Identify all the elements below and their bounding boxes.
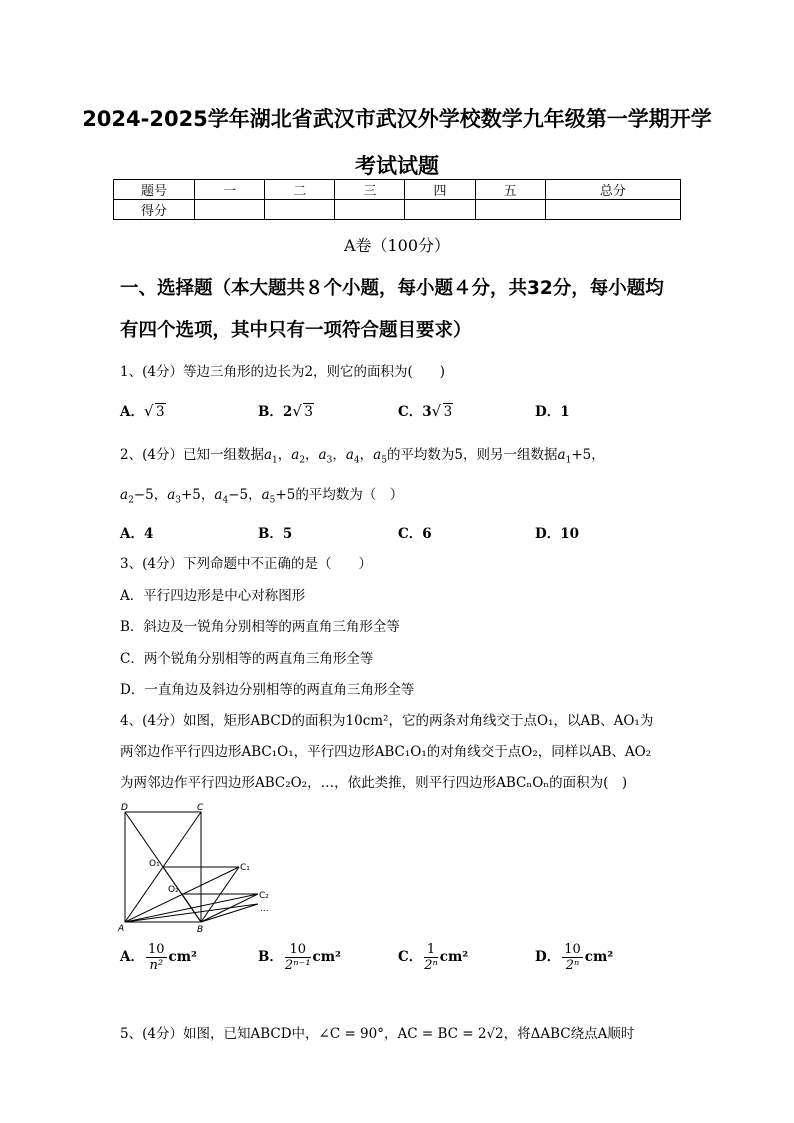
q4-option-b-unit: cm² bbox=[312, 949, 341, 965]
segment-ac3 bbox=[125, 904, 258, 922]
q4-geometry-figure bbox=[115, 800, 275, 935]
label-o2: O₂ bbox=[168, 885, 179, 895]
score-table-cell: 总分 bbox=[545, 180, 680, 200]
score-table-cell: 二 bbox=[265, 180, 335, 200]
q3-option-b: B．斜边及一锐角分别相等的两直角三角形全等 bbox=[120, 619, 400, 635]
label-d: D bbox=[121, 803, 128, 813]
score-table-cell: 三 bbox=[335, 180, 405, 200]
fraction-numerator: 10 bbox=[285, 942, 311, 958]
label-c: C bbox=[197, 803, 204, 813]
section-a-title: A卷（100分） bbox=[343, 236, 451, 255]
q2-stem-pre: 2、(4分）已知一组数据 bbox=[120, 447, 264, 463]
q1-option-b bbox=[258, 400, 314, 420]
q4-option-a-fraction bbox=[146, 942, 167, 973]
score-input-cell bbox=[265, 200, 335, 220]
q4-option-c bbox=[398, 942, 468, 973]
q3-option-c: C．两个锐角分别相等的两直角三角形全等 bbox=[120, 651, 374, 667]
score-table-cell: 一 bbox=[195, 180, 265, 200]
q1-option-c bbox=[398, 400, 453, 420]
q3-option-a: A．平行四边形是中心对称图形 bbox=[120, 588, 306, 604]
exam-title-line2: 考试试题 bbox=[355, 154, 439, 178]
part1-heading-line1: 一、选择题（本大题共８个小题，每小题４分，共32分，每小题均 bbox=[120, 278, 664, 299]
q4-option-a bbox=[120, 942, 197, 973]
q1-option-b-label: B．2 bbox=[258, 404, 293, 420]
q4-stem-line1: 4、(4分）如图，矩形ABCD的面积为10cm²，它的两条对角线交于点O₁，以AB、AO₁为 bbox=[120, 713, 654, 729]
label-a: A bbox=[118, 924, 125, 934]
segment-bc3 bbox=[201, 904, 258, 922]
q1-option-c-value: 3 bbox=[443, 404, 453, 420]
score-input-cell bbox=[475, 200, 545, 220]
fraction-numerator: 10 bbox=[147, 942, 165, 957]
score-table bbox=[113, 179, 681, 220]
exam-title-line1: 2024-2025学年湖北省武汉市武汉外学校数学九年级第一学期开学 bbox=[82, 107, 712, 131]
q1-option-b-value: 3 bbox=[304, 404, 313, 420]
q1-option-d: D．1 bbox=[535, 404, 570, 420]
q4-stem-line2: 两邻边作平行四边形ABC₁O₁，平行四边形ABC₁O₁的对角线交于点O₂，同样以AB、AO₂ bbox=[120, 744, 652, 760]
q1-option-a-value: 3 bbox=[155, 404, 165, 420]
q2-option-b: B．5 bbox=[258, 526, 293, 542]
fraction-numerator: 10 bbox=[564, 942, 581, 957]
q1-option-a bbox=[120, 400, 166, 420]
q4-option-d bbox=[535, 942, 613, 973]
q2-option-c: C．6 bbox=[398, 526, 432, 542]
q4-option-d-fraction bbox=[562, 942, 583, 973]
q1-option-b-sqrt bbox=[292, 404, 314, 420]
score-table-cell: 得分 bbox=[114, 200, 195, 220]
score-table-cell: 四 bbox=[405, 180, 475, 200]
score-table-score-row bbox=[114, 200, 681, 220]
q1-stem: 1、(4分）等边三角形的边长为2，则它的面积为( ) bbox=[120, 364, 446, 380]
score-table-header-row bbox=[114, 180, 681, 200]
q2-stem-mid: 的平均数为5，则另一组数据 bbox=[386, 447, 558, 463]
score-input-cell bbox=[195, 200, 265, 220]
q2-option-d: D．10 bbox=[535, 526, 579, 542]
part1-heading-line2: 有四个选项，其中只有一项符合题目要求） bbox=[120, 320, 472, 341]
q1-option-c-label: C．3 bbox=[398, 404, 432, 420]
fraction-denominator: 2ⁿ bbox=[424, 958, 438, 973]
q4-stem-line3: 为两邻边作平行四边形ABC₂O₂，…，依此类推，则平行四边形ABCₙOₙ的面积为( ) bbox=[120, 775, 628, 791]
label-c1: C₁ bbox=[240, 863, 250, 873]
q2-stem-line1: 2、(4分）已知一组数据$a_1$，$a_2$，$a_3$，$a_4$，$a_5$的平均数为5，则另一组数据$a_1+5$， bbox=[120, 447, 605, 466]
q4-option-a-unit: cm² bbox=[168, 949, 197, 965]
q3-stem: 3、(4分）下列命题中不正确的是（ ） bbox=[120, 556, 372, 572]
label-c2: C₂ bbox=[259, 891, 269, 901]
q2-stem-tail: 的平均数为（ ） bbox=[295, 487, 404, 503]
fraction-denominator: 2ⁿ⁻¹ bbox=[284, 958, 311, 973]
fraction-numerator: 1 bbox=[424, 942, 438, 958]
score-table-cell: 题号 bbox=[114, 180, 195, 200]
q4-option-d-label: D． bbox=[535, 949, 561, 965]
score-table-cell: 五 bbox=[475, 180, 545, 200]
q4-option-b bbox=[258, 942, 341, 973]
label-b: B bbox=[197, 925, 204, 935]
q4-option-b-fraction bbox=[285, 942, 311, 973]
score-input-cell bbox=[405, 200, 475, 220]
q1-option-a-sqrt bbox=[144, 404, 166, 420]
q2-stem-line2: $a_2-5$，$a_3+5$，$a_4-5$，$a_5+5$的平均数为（ ） bbox=[120, 487, 404, 506]
score-input-cell bbox=[545, 200, 680, 220]
q4-option-c-fraction bbox=[424, 942, 438, 973]
q1-option-c-sqrt bbox=[432, 404, 454, 420]
q5-stem: 5、(4分）如图，已知ABCD中，∠C = 90°，AC = BC = 2√2，将ΔABC绕点A顺时 bbox=[120, 1026, 635, 1042]
q3-option-d: D．一直角边及斜边分别相等的两直角三角形全等 bbox=[120, 682, 415, 698]
q4-option-c-unit: cm² bbox=[439, 949, 469, 965]
q4-option-c-label: C． bbox=[398, 949, 423, 965]
q4-option-a-label: A． bbox=[120, 949, 144, 965]
q4-option-b-label: B． bbox=[258, 949, 283, 965]
q4-option-d-unit: cm² bbox=[584, 949, 614, 965]
q2-option-a: A．4 bbox=[120, 526, 154, 542]
q1-option-a-label: A． bbox=[120, 404, 144, 420]
segment-bo2 bbox=[182, 894, 201, 922]
label-ellipsis: ... bbox=[260, 904, 269, 914]
fraction-denominator: n² bbox=[149, 958, 164, 973]
label-o1: O₁ bbox=[149, 859, 160, 869]
score-input-cell bbox=[335, 200, 405, 220]
fraction-denominator: 2ⁿ bbox=[565, 958, 580, 973]
